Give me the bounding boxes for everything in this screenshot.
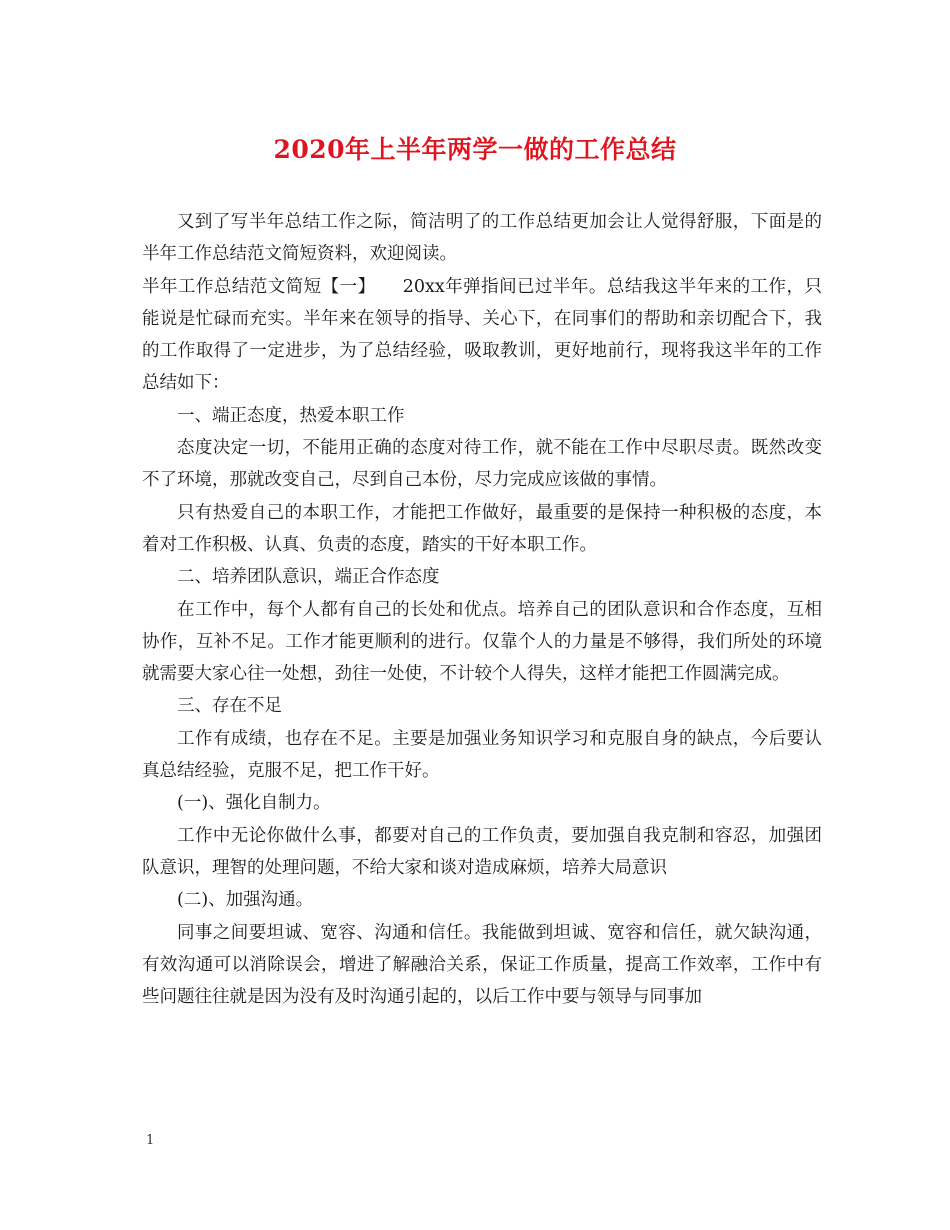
paragraph: 半年工作总结范文简短【一】 20xx年弹指间已过半年。总结我这半年来的工作，只能说是忙碌而充实。半年来在领导的指导、关心下，在同事们的帮助和亲切配合下，我的工作取得了一定进步，为了总结经验，吸取教训，更好地前行，现将我这半年的工作总结如下： xyxy=(142,276,822,394)
document-body xyxy=(142,206,822,1013)
section-heading: 三、存在不足 xyxy=(177,696,282,717)
paragraph: 只有热爱自己的本职工作，才能把工作做好，最重要的是保持一种积极的态度，本着对工作积极、认真、负责的态度，踏实的干好本职工作。 xyxy=(142,502,822,555)
paragraph: 工作有成绩，也存在不足。主要是加强业务知识学习和克服自身的缺点，今后要认真总结经验，克服不足，把工作干好。 xyxy=(142,728,822,782)
paragraph: 同事之间要坦诚、宽容、沟通和信任。我能做到坦诚、宽容和信任，就欠缺沟通，有效沟通可以消除误会，增进了解融洽关系，保证工作质量，提高工作效率，工作中有些问题往往就是因为没有及时沟通引起的，以后工作中要与领导与同事加 xyxy=(142,922,822,1008)
page-number: 1 xyxy=(146,1133,155,1148)
section-heading: 二、培养团队意识，端正合作态度 xyxy=(177,567,440,588)
paragraph: 工作中无论你做什么事，都要对自己的工作负责，要加强自我克制和容忍，加强团队意识，理智的处理问题，不给大家和谈对造成麻烦，培养大局意识 xyxy=(142,825,822,878)
paragraph: 又到了写半年总结工作之际，简洁明了的工作总结更加会让人觉得舒服，下面是的半年工作总结范文简短资料，欢迎阅读。 xyxy=(142,212,822,265)
subsection-heading: (二)、加强沟通。 xyxy=(177,890,314,911)
document-title: 2020年上半年两学一做的工作总结 xyxy=(273,135,677,164)
paragraph: 态度决定一切，不能用正确的态度对待工作，就不能在工作中尽职尽责。既然改变不了环境，那就改变自己，尽到自己本份，尽力完成应该做的事情。 xyxy=(142,438,822,491)
section-heading: 一、端正态度，热爱本职工作 xyxy=(177,405,405,426)
subsection-heading: (一)、强化自制力。 xyxy=(177,793,331,814)
paragraph: 在工作中，每个人都有自己的长处和优点。培养自己的团队意识和合作态度，互相协作，互补不足。工作才能更顺利的进行。仅靠个人的力量是不够得，我们所处的环境就需要大家心往一处想，劲往一处使，不计较个人得失，这样才能把工作圆满完成。 xyxy=(142,599,822,685)
